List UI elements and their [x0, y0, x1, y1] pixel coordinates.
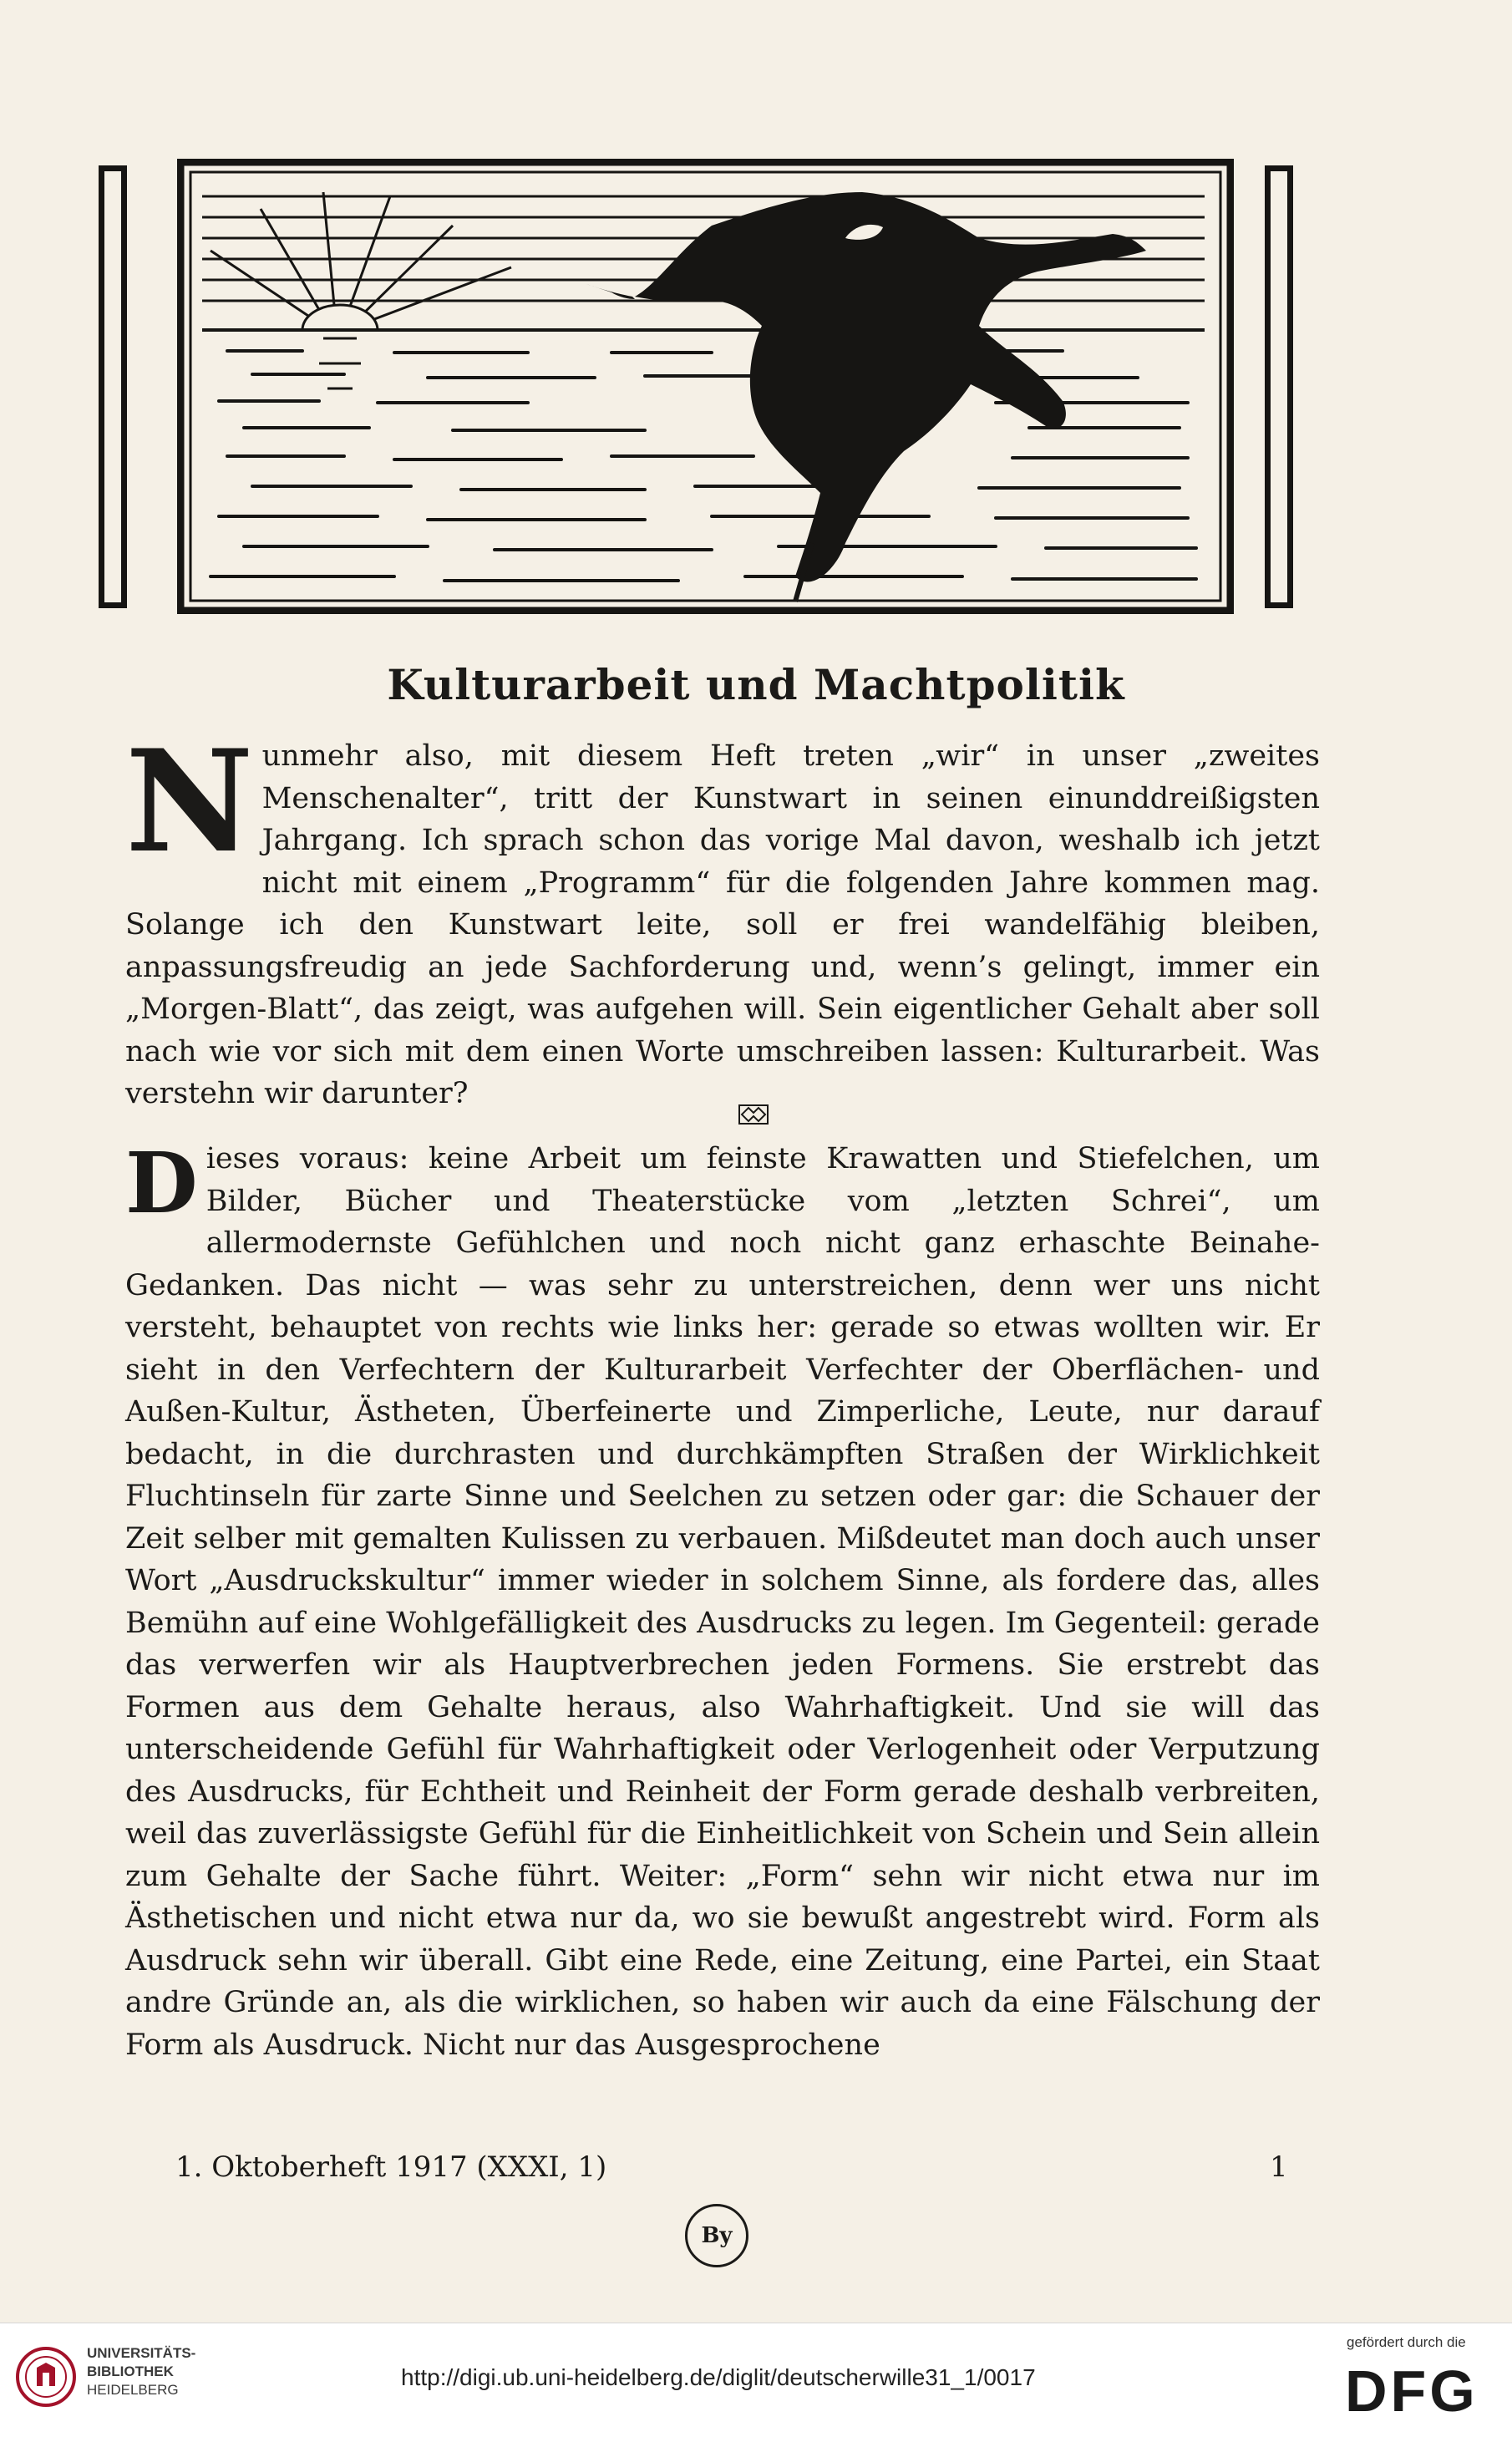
- university-seal-icon[interactable]: [15, 2346, 77, 2408]
- printer-signature: By: [685, 2204, 748, 2267]
- paragraph-1-text: unmehr also, mit diesem Heft treten „wir“ in unser „zweites Menschenalter“, tritt der Kunstwart in seinen einunddreißigsten Jahrgang. Ich sprach schon das vorige Mal davon, weshalb ich jetzt nicht mit einem „Programm“ für die folgenden Jahre kommen mag. Solange ich den Kunstwart leite, soll er frei wandelfähig bleiben, anpassungsfreudig an jede Sachforderung und, wenn’s gelingt, immer ein „Morgen-Blatt“, das zeigt, was aufgehen will. Sein eigentlicher Gehalt aber soll nach wie vor sich mit dem einen Worte umschreiben lassen: Kulturarbeit. Was verstehn wir darunter?: [125, 739, 1320, 1110]
- library-name-line-1: UNIVERSITÄTS-: [87, 2345, 196, 2361]
- banner-right-bar: [1265, 165, 1293, 608]
- dropcap-d: D: [125, 1134, 198, 1232]
- funding-note: gefördert durch die: [1347, 2334, 1466, 2350]
- paragraph-1: [125, 718, 1320, 1115]
- article-title: Kulturarbeit und Machtpolitik: [387, 660, 1125, 709]
- page-number: 1: [1270, 2150, 1288, 2184]
- permalink-url[interactable]: http://digi.ub.uni-heidelberg.de/diglit/deutscherwille31_1/0017: [401, 2364, 1036, 2390]
- paragraph-2: [125, 1134, 1320, 2066]
- dropcap-n: N: [125, 718, 254, 884]
- banner-left-bar: [99, 165, 127, 608]
- library-name[interactable]: [87, 2344, 195, 2399]
- paragraph-2-text: ieses voraus: keine Arbeit um feinste Krawatten und Stiefelchen, um Bilder, Bücher und Theaterstücke vom „letzten Schrei“, um allermodernste Gefühlchen und noch nicht ganz erhaschte Beinahe-Gedanken. Das nicht — was sehr zu unterstreichen, denn wer uns nicht versteht, behauptet von rechts wie links her: gerade so etwas wollten wir. Er sieht in den Verfechtern der Kulturarbeit Verfechter der Oberflächen- und Außen-Kultur, Ästheten, Überfeinerte und Zimperliche, Leute, nur darauf bedacht, in die durchrasten und durchkämpften Straßen der Wirklichkeit Fluchtinseln für zarte Sinne und Seelchen zu setzen oder gar: die Schauer der Zeit selber mit gemalten Kulissen zu verbauen. Mißdeutet man doch auch unser Wort „Ausdruckskultur“ immer wieder in solchem Sinne, als fordere das, alles Bemühn auf eine Wohlgefälligkeit des Ausdrucks zu legen. Im Gegenteil: gerade das verwerfen wir als Hauptverbrechen jeden Formens. Sie erstrebt das Formen aus dem Gehalte heraus, also Wahrhaftigkeit. Und sie will das unterscheidende Gefühl für Wahrhaftigkeit oder Verlogenheit oder Verputzung des Ausdrucks, für Echtheit und Reinheit der Form gerade deshalb verbreiten, weil das zuverlässigste Gefühl für die Einheitlichkeit von Schein und Sein allein zum Gehalte der Sache führt. Weiter: „Form“ sehn wir nicht etwa nur im Ästhetischen und nicht etwa nur da, wo sie bewußt angestrebt wird. Form als Ausdruck sehn wir überall. Gibt eine Rede, eine Zeitung, eine Partei, ein Staat andre Gründe an, als die wirklichen, so haben wir auch da eine Fälschung der Form als Ausdruck. Nicht nur das Ausgesprochene: [125, 1142, 1320, 2062]
- library-name-line-2: BIBLIOTHEK: [87, 2363, 174, 2379]
- section-ornament-icon: [738, 1104, 769, 1125]
- library-name-line-3: HEIDELBERG: [87, 2382, 179, 2398]
- issue-footer: 1. Oktoberheft 1917 (XXXI, 1): [175, 2150, 607, 2184]
- header-woodcut-illustration: [177, 159, 1234, 614]
- dfg-logo[interactable]: DFG: [1345, 2358, 1479, 2424]
